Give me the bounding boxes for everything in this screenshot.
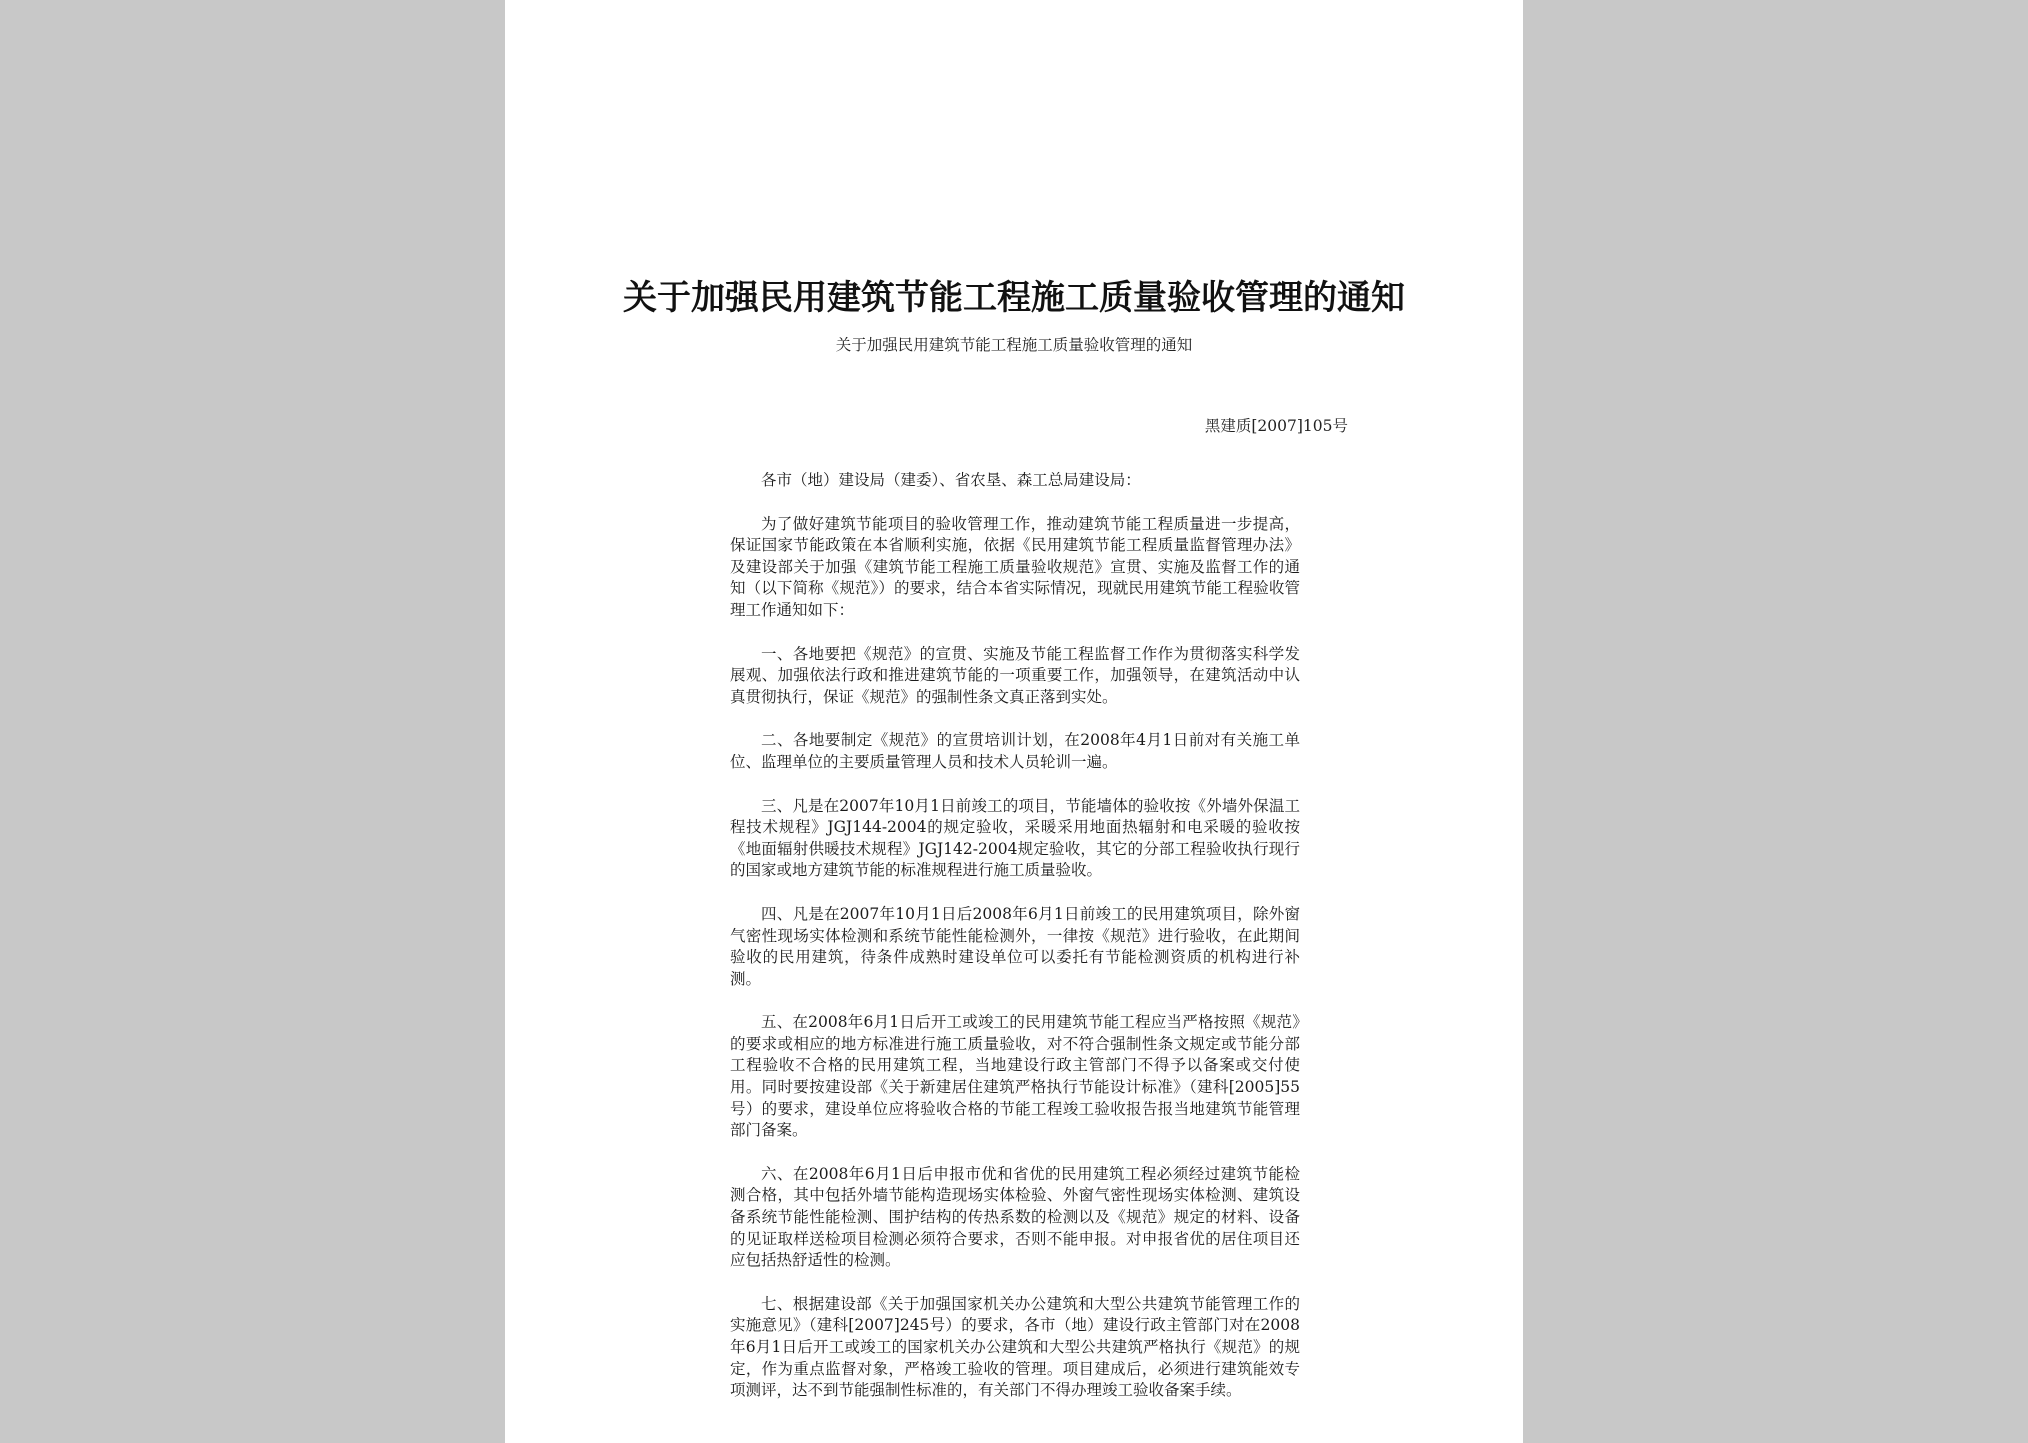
- document-page: [505, 0, 1523, 1443]
- paragraph-5: 五、在2008年6月1日后开工或竣工的民用建筑节能工程应当严格按照《规范》的要求或相应的地方标准进行施工质量验收，对不符合强制性条文规定或节能分部工程验收不合格的民用建筑工程，当地建设行政主管部门不得予以备案或交付使用。同时要按建设部《关于新建居住建筑严格执行节能设计标准》（建科[2005]55号）的要求，建设单位应将验收合格的节能工程竣工验收报告报当地建筑节能管理部门备案。: [730, 1013, 1300, 1140]
- paragraph-4: 四、凡是在2007年10月1日后2008年6月1日前竣工的民用建筑项目，除外窗气密性现场实体检测和系统节能性能检测外，一律按《规范》进行验收，在此期间验收的民用建筑，待条件成熟时建设单位可以委托有节能检测资质的机构进行补测。: [730, 904, 1300, 988]
- paragraph-7: 七、根据建设部《关于加强国家机关办公建筑和大型公共建筑节能管理工作的实施意见》（建科[2007]245号）的要求，各市（地）建设行政主管部门对在2008年6月1日后开工或竣工的国家机关办公建筑和大型公共建筑严格执行《规范》的规定，作为重点监督对象，严格竣工验收的管理。项目建成后，必须进行建筑能效专项测评，达不到节能强制性标准的，有关部门不得办理竣工验收备案手续。: [730, 1294, 1300, 1400]
- paragraph-3: 三、凡是在2007年10月1日前竣工的项目，节能墙体的验收按《外墙外保温工程技术规程》JGJ144-2004的规定验收，采暖采用地面热辐射和电采暖的验收按《地面辐射供暖技术规程》JGJ142-2004规定验收，其它的分部工程验收执行现行的国家或地方建筑节能的标准规程进行施工质量验收。: [730, 796, 1300, 880]
- paragraph-2: 二、各地要制定《规范》的宣贯培训计划，在2008年4月1日前对有关施工单位、监理单位的主要质量管理人员和技术人员轮训一遍。: [730, 731, 1300, 771]
- paragraph-intro: 为了做好建筑节能项目的验收管理工作，推动建筑节能工程质量进一步提高，保证国家节能政策在本省顺利实施，依据《民用建筑节能工程质量监督管理办法》及建设部关于加强《建筑节能工程施工质量验收规范》宣贯、实施及监督工作的通知（以下简称《规范》）的要求，结合本省实际情况，现就民用建筑节能工程验收管理工作通知如下：: [730, 514, 1300, 619]
- paragraph-6: 六、在2008年6月1日后申报市优和省优的民用建筑工程必须经过建筑节能检测合格，其中包括外墙节能构造现场实体检验、外窗气密性现场实体检测、建筑设备系统节能性能检测、围护结构的传热系数的检测以及《规范》规定的材料、设备的见证取样送检项目检测必须符合要求，否则不能申报。对申报省优的居住项目还应包括热舒适性的检测。: [730, 1164, 1300, 1270]
- salutation: 各市（地）建设局（建委）、省农垦、森工总局建设局：: [761, 471, 1141, 489]
- paragraph-1: 一、各地要把《规范》的宣贯、实施及节能工程监督工作作为贯彻落实科学发展观、加强依法行政和推进建筑节能的一项重要工作，加强领导，在建筑活动中认真贯彻执行，保证《规范》的强制性条文真正落到实处。: [730, 644, 1300, 706]
- document-body: [730, 470, 1300, 1424]
- document-subtitle: 关于加强民用建筑节能工程施工质量验收管理的通知: [835, 336, 1193, 354]
- document-title: 关于加强民用建筑节能工程施工质量验收管理的通知: [623, 278, 1405, 318]
- document-number: 黑建质[2007]105号: [1204, 417, 1348, 435]
